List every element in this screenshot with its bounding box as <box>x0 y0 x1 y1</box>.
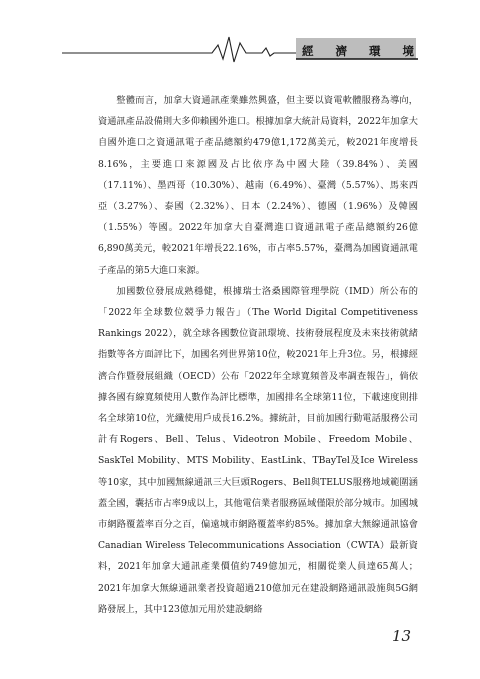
article-body <box>98 90 418 620</box>
section-title: 經 濟 環 境 <box>302 44 424 58</box>
heartbeat-line-decoration <box>0 0 480 70</box>
paragraph-digital-development: 加國數位發展成熟穩健，根據瑞士洛桑國際管理學院（IMD）所公布的「2022年全球數位競爭力報告」（The World Digital Competitiveness Rankings 2022），就全球各國數位資訊環境、技術發展程度及未來技術就緒指數等各方面評比下，加國名列世界第10位，較2021年上升3位。另，根據經濟合作暨發展組織（OECD）公布「2022年全球寬頻普及率調查報告」，倘依據各國有線寬頻使用人數作為評比標準，加國排名全球第11位，下載速度則排名全球第10位，光纖使用戶成長16.2%。據統計，目前加國行動電話服務公司計有Rogers、Bell、Telus、Videotron Mobile、Freedom Mobile、SaskTel Mobility、MTS Mobility、EastLink、TBayTel及Ice Wireless等10家，其中加國無線通訊三大巨頭Rogers、Bell與TELUS服務地域範圍涵蓋全國，囊括市占率9成以上，其他電信業者服務區域僅限於部分城市。加國城市網路覆蓋率百分之百，偏遠城市網路覆蓋率約85%。據加拿大無線通訊協會Canadian Wireless Telecommunications Association（CWTA）最新資料，2021年加拿大通訊產業價值約749億加元，相關從業人員達65萬人；2021年加拿大無線通訊業者投資超過210億加元在建設網路通訊設施與5G網路發展上，其中123億加元用於建設網絡 <box>98 285 418 615</box>
paragraph-ict-imports: 整體而言，加拿大資通訊產業雖然興盛，但主要以資電軟體服務為導向，資通訊產品設備則大多仰賴國外進口。根據加拿大統計局資料，2022年加拿大自國外進口之資通訊電子產品總額約479億1,172萬美元，較2021年度增長8.16%，主要進口來源國及占比依序為中國大陸（39.84%）、美國（17.11%）、墨西哥（10.30%）、越南（6.49%）、臺灣（5.57%）、馬來西亞（3.27%）、泰國（2.32%）、日本（2.24%）、德國（1.96%）及韓國（1.55%）等國。2022年加拿大自臺灣進口資通訊電子產品總額約26億6,890萬美元，較2021年增長22.16%，市占率5.57%，臺灣為加國資通訊電子產品的第5大進口來源。 <box>98 95 418 276</box>
page-number: 13 <box>392 627 412 645</box>
page-header <box>0 0 480 70</box>
